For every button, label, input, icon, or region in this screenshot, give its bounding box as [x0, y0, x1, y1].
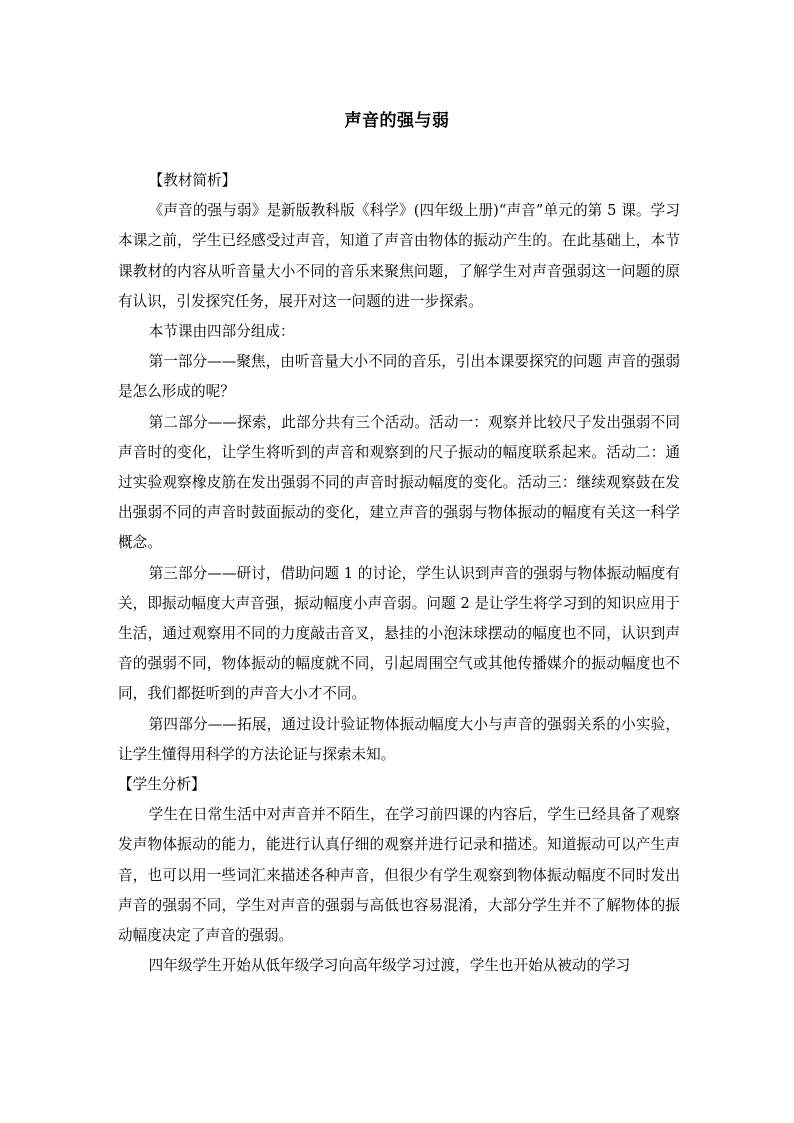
section-heading-textbook-analysis: 【教材简析】 [148, 172, 237, 189]
paragraph: 学生在日常生活中对声音并不陌生，在学习前四课的内容后，学生已经具备了观察发声物体振动的能力，能进行认真仔细的观察并进行记录和描述。知道振动可以产生声音，也可以用一些词汇来描述各种声音，但很少有学生观察到物体振动幅度不同时发出声音的强弱不同，学生对声音的强弱与高低也容易混淆，大部分学生并不了解物体的振动幅度决定了声音的强弱。 [118, 806, 680, 945]
paragraph: 《声音的强与弱》是新版教科版《科学》(四年级上册)“声音”单元的第 5 课。学习本课之前，学生已经感受过声音，知道了声音由物体的振动产生的。在此基础上，本节课教材的内容从听音量大小不同的音乐来聚焦问题，了解学生对声音强弱这一问题的原有认识，引发探究任务，展开对这一问题的进一步探索。 [118, 202, 680, 310]
paragraph: 第四部分——拓展，通过设计验证物体振动幅度大小与声音的强弱关系的小实验，让学生懂得用科学的方法论证与探索未知。 [118, 715, 680, 763]
section-heading-student-analysis: 【学生分析】 [118, 776, 206, 794]
paragraph: 第一部分——聚焦，由听音量大小不同的音乐，引出本课要探究的问题 声音的强弱是怎么形成的呢？ [118, 353, 680, 401]
document-body [118, 166, 680, 981]
document-title: 声音的强与弱 [344, 111, 450, 131]
paragraph: 四年级学生开始从低年级学习向高年级学习过渡，学生也开始从被动的学习 [148, 957, 631, 975]
paragraph: 本节课由四部分组成： [148, 323, 295, 341]
paragraph: 第二部分——探索，此部分共有三个活动。活动一：观察并比较尺子发出强弱不同声音时的变化，让学生将听到的声音和观察到的尺子振动的幅度联系起来。活动二：通过实验观察橡皮筋在发出强弱不同的声音时振动幅度的变化。活动三：继续观察鼓在发出强弱不同的声音时鼓面振动的变化，建立声音的强弱与物体振动的幅度有关这一科学概念。 [118, 413, 680, 552]
paragraph: 第三部分——研讨，借助问题 1 的讨论，学生认识到声音的强弱与物体振动幅度有关，即振动幅度大声音强，振动幅度小声音弱。问题 2 是让学生将学习到的知识应用于生活，通过观察用不同的力度敲击音叉，悬挂的小泡沫球摆动的幅度也不同，认识到声音的强弱不同，物体振动的幅度就不同，引起周围空气或其他传播媒介的振动幅度也不同，我们都挺听到的声音大小才不同。 [118, 564, 680, 703]
